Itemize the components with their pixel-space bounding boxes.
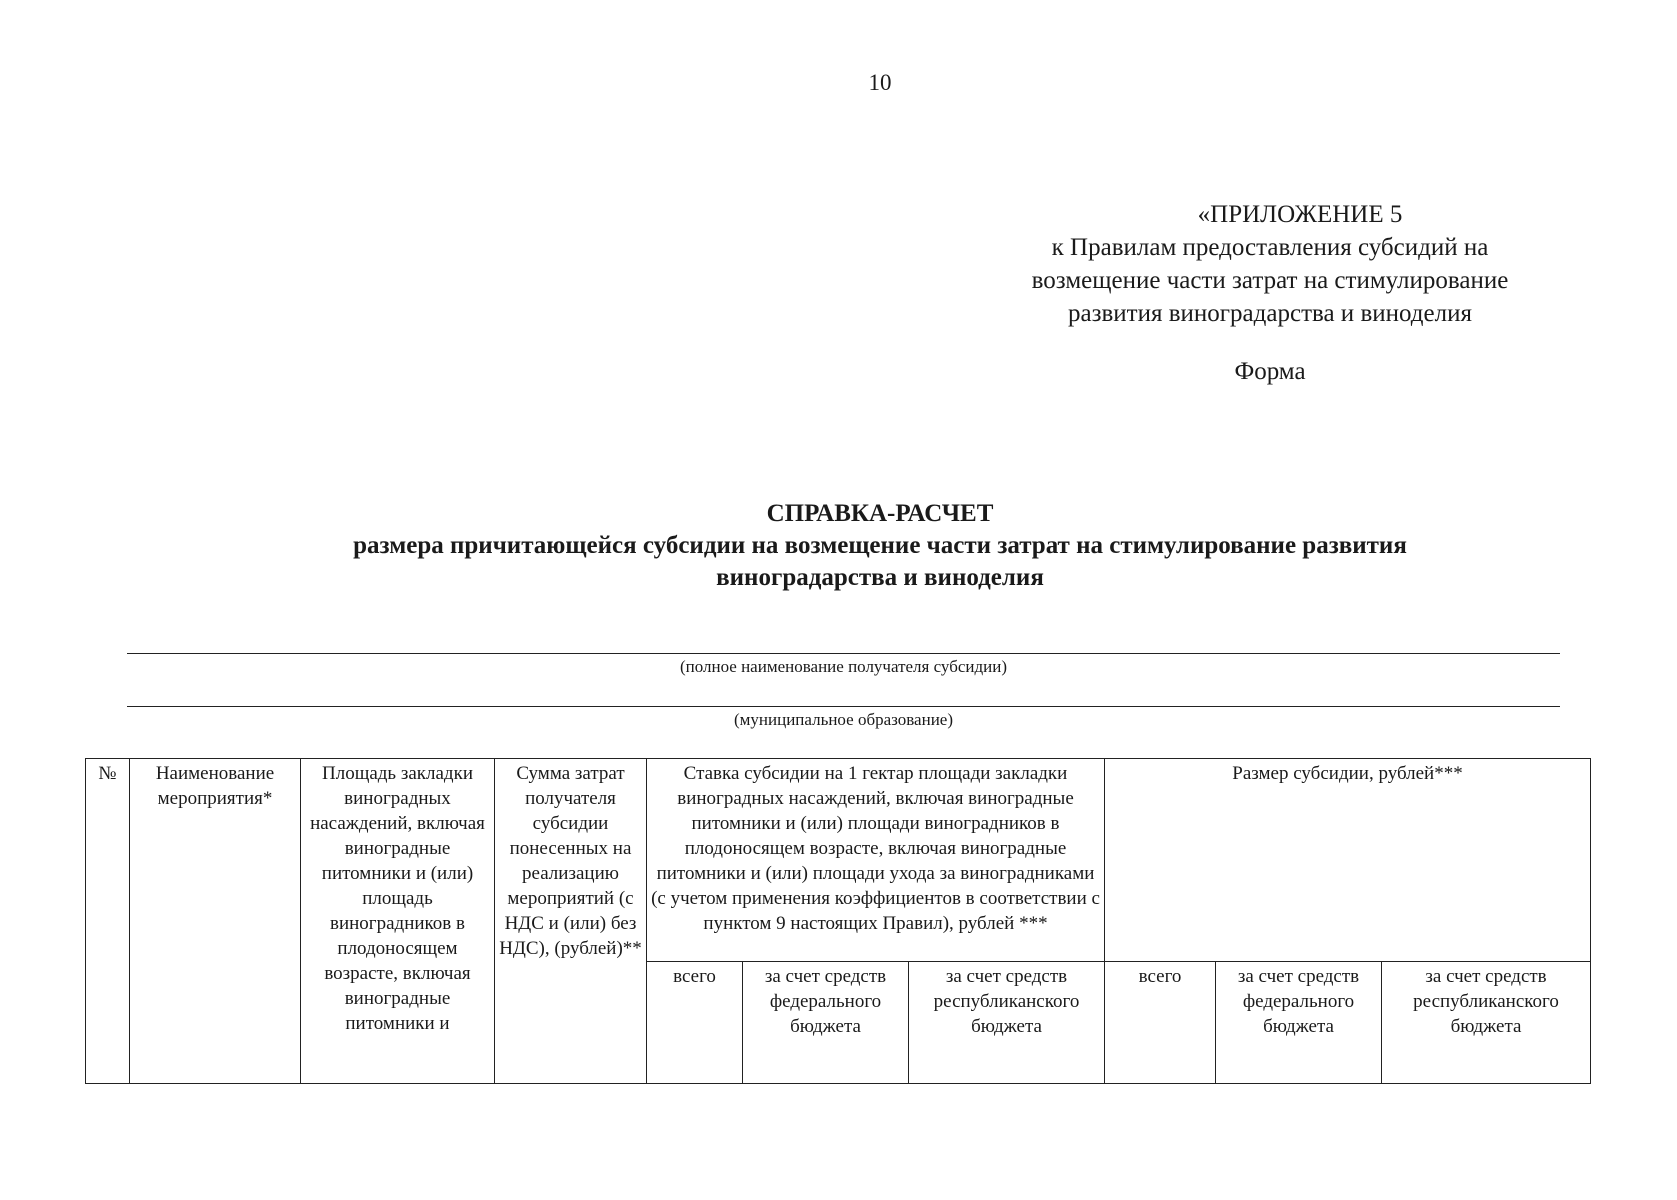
form-label: Форма [1234,358,1306,385]
header-area: Площадь закладки виноградных насаждений, включая виноградные питомники и (или) площадь виноградников в плодоносящем возрасте, включая виноградные питомники и [301,759,495,1084]
appendix-line-2: возмещение части затрат на стимулирование [1031,267,1509,294]
appendix-line-3: развития виноградарства и виноделия [1068,300,1472,327]
recipient-name-line[interactable] [127,653,1560,654]
subheader-rate-federal: за счет средств федерального бюджета [743,962,909,1084]
appendix-title: «ПРИЛОЖЕНИЕ 5 [1197,201,1403,228]
municipality-line[interactable] [127,706,1560,707]
municipality-caption: (муниципальное образование) [734,710,953,729]
document-title: СПРАВКА-РАСЧЕТ [766,500,994,527]
header-rate-group: Ставка субсидии на 1 гектар площади закладки виноградных насаждений, включая виноградные питомники и (или) площади виноградников в плодоносящем возрасте, включая виноградные питомники и (или) площади ухода за виноградниками (с учетом применения коэффициентов в соответствии с пунктом 9 настоящих Правил), рублей *** [647,759,1105,962]
subheader-subsidy-total: всего [1105,962,1216,1084]
header-subsidy-group: Размер субсидии, рублей*** [1105,759,1591,962]
subheader-rate-republic: за счет средств республиканского бюджета [909,962,1105,1084]
page-number: 10 [868,70,892,95]
subsidy-calculation-table [85,758,1591,1084]
header-event-name: Наименование мероприятия* [130,759,301,1084]
subheader-subsidy-republic: за счет средств республиканского бюджета [1382,962,1591,1084]
header-cost-sum: Сумма затрат получателя субсидии понесенных на реализацию мероприятий (с НДС и (или) без НДС), (рублей)** [495,759,647,1084]
recipient-name-caption: (полное наименование получателя субсидии) [679,657,1008,676]
document-subtitle: размера причитающейся субсидии на возмещение части затрат на стимулирование развития виноградарства и виноделия [353,532,1407,591]
table-header-row [86,759,1591,962]
appendix-line-1: к Правилам предоставления субсидий на [1051,234,1489,261]
subheader-subsidy-federal: за счет средств федерального бюджета [1216,962,1382,1084]
appendix-block [1000,198,1540,330]
header-number: № [86,759,130,1084]
subheader-rate-total: всего [647,962,743,1084]
